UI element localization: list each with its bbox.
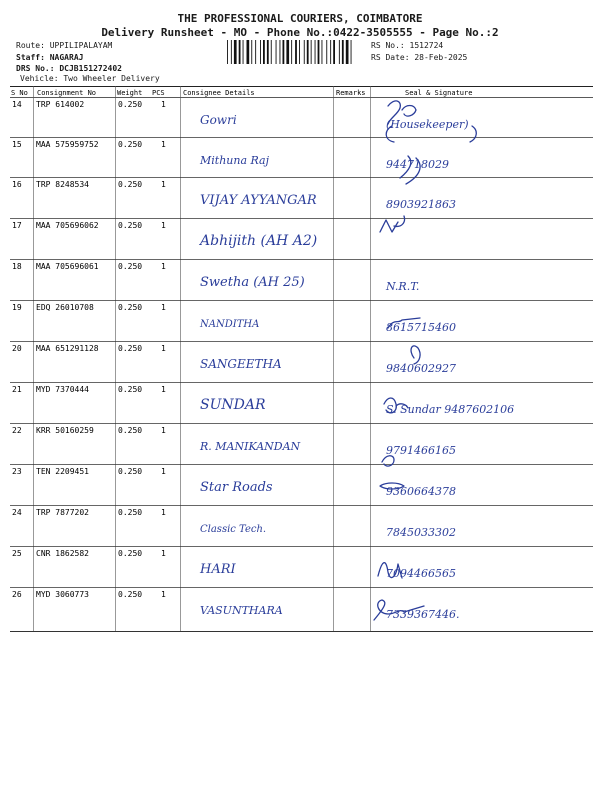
barcode-bar [243, 40, 244, 64]
consignee-name: R. MANIKANDAN [200, 440, 301, 453]
table-rows [10, 100, 593, 632]
weight-cell: 0.250 [118, 221, 143, 230]
sno-cell: 14 [12, 100, 22, 109]
sno-cell: 26 [12, 590, 22, 599]
sno-cell: 17 [12, 221, 22, 230]
consignment-cell: MYD 7370444 [36, 385, 89, 394]
consignee-name: Classic Tech. [200, 524, 267, 535]
weight-cell: 0.250 [118, 180, 143, 189]
weight-cell: 0.250 [118, 140, 143, 149]
consignment-cell: TRP 8248534 [36, 180, 89, 189]
table-row [10, 385, 593, 424]
signature-text: 8615715460 [386, 321, 456, 334]
pcs-cell: 1 [161, 303, 166, 312]
staff-label: Staff: [16, 53, 45, 62]
signature-text: 7845033302 [386, 526, 456, 539]
consignment-cell: MAA 705696061 [36, 262, 99, 271]
consignee-name: HARI [200, 562, 236, 577]
pcs-cell: 1 [161, 262, 166, 271]
sno-cell: 19 [12, 303, 22, 312]
signature-text: 9360664378 [386, 485, 456, 498]
table-row [10, 180, 593, 219]
weight-cell: 0.250 [118, 100, 143, 109]
col-header-sno: S No [11, 89, 28, 97]
col-header-consignment: Consignment No [37, 89, 97, 97]
signature-text: N.R.T. [386, 280, 420, 293]
barcode-bar [255, 40, 256, 64]
barcode-bar [227, 40, 228, 64]
barcode-bar [271, 40, 272, 64]
consignment-cell: MAA 651291128 [36, 344, 99, 353]
barcode-bar [276, 40, 277, 64]
signature-text: 9840602927 [386, 362, 456, 375]
consignment-cell: EDQ 26010708 [36, 303, 94, 312]
weight-cell: 0.250 [118, 590, 143, 599]
table-row [10, 344, 593, 383]
sno-cell: 22 [12, 426, 22, 435]
handwriting-overlay [374, 101, 476, 620]
table-row [10, 467, 593, 506]
signature-text: 9791466165 [386, 444, 456, 457]
sno-cell: 21 [12, 385, 22, 394]
consignment-cell: KRR 50160259 [36, 426, 94, 435]
weight-cell: 0.250 [118, 467, 143, 476]
rs-number: RS No.: 1512724 [371, 41, 444, 50]
barcode-bar [342, 40, 344, 64]
consignee-name: Swetha (AH 25) [200, 275, 305, 290]
barcode-bar [263, 40, 265, 64]
vehicle-text: Vehicle: Two Wheeler Delivery [20, 74, 160, 83]
sno-cell: 24 [12, 508, 22, 517]
drs-label: DRS No.: [16, 64, 55, 73]
barcode-bar [280, 40, 281, 64]
pcs-cell: 1 [161, 467, 166, 476]
table-header [11, 89, 472, 97]
consignment-cell: MYD 3060773 [36, 590, 89, 599]
runsheet-title: THE PROFESSIONAL COURIERS, COIMBATORE [177, 12, 423, 25]
pcs-cell: 1 [161, 180, 166, 189]
sno-cell: 18 [12, 262, 22, 271]
table-row [10, 100, 593, 138]
barcode-bar [234, 40, 237, 64]
consignee-name: Gowri [200, 113, 237, 127]
pcs-cell: 1 [161, 549, 166, 558]
pcs-cell: 1 [161, 100, 166, 109]
pcs-cell: 1 [161, 385, 166, 394]
signature-text: S. Sundar 9487602106 [386, 403, 515, 416]
weight-cell: 0.250 [118, 549, 143, 558]
table-row [10, 590, 593, 632]
runsheet-subtitle: Delivery Runsheet - MO - Phone No.:0422-3505555 - Page No.:2 [101, 26, 499, 39]
barcode-bar [322, 40, 323, 64]
table-row [10, 549, 593, 588]
signature-text: 944718029 [386, 158, 449, 171]
pcs-cell: 1 [161, 508, 166, 517]
barcode-bar [299, 40, 300, 64]
barcode-bar [286, 40, 289, 64]
sno-cell: 23 [12, 467, 22, 476]
barcode-bar [251, 40, 252, 64]
barcode-bar [239, 40, 241, 64]
consignment-cell: MAA 705696062 [36, 221, 99, 230]
barcode-bar [247, 40, 250, 64]
weight-cell: 0.250 [118, 303, 143, 312]
consignee-name: Mithuna Raj [200, 154, 270, 167]
barcode-bar [267, 40, 269, 64]
barcode-bar [330, 40, 331, 64]
barcode-bar [326, 40, 327, 64]
barcode-bar [231, 40, 232, 64]
drs-info [16, 64, 122, 73]
pcs-cell: 1 [161, 140, 166, 149]
barcode-bar [291, 40, 292, 64]
barcode-bar [260, 40, 261, 64]
table-row [10, 140, 593, 178]
signature-text: 7094466565 [386, 567, 456, 580]
route-text: Route: UPPILIPALAYAM [16, 41, 113, 50]
weight-cell: 0.250 [118, 508, 143, 517]
col-header-consignee: Consignee Details [183, 89, 255, 97]
barcode-bar [351, 40, 352, 64]
col-header-remarks: Remarks [336, 89, 366, 97]
signature-text: (Housekeeper) [386, 118, 469, 131]
barcode-bar [311, 40, 312, 64]
barcode-image [226, 40, 356, 64]
weight-cell: 0.250 [118, 262, 143, 271]
col-header-weight: Weight [117, 89, 143, 97]
barcode-bar [304, 40, 305, 64]
consignee-name: SUNDAR [200, 397, 266, 413]
drs-value: DCJB151272402 [59, 64, 122, 73]
signature-text: 8903921863 [386, 198, 456, 211]
sno-cell: 25 [12, 549, 22, 558]
table-row [10, 262, 593, 301]
consignee-name: VASUNTHARA [200, 604, 283, 617]
weight-cell: 0.250 [118, 426, 143, 435]
pcs-cell: 1 [161, 344, 166, 353]
barcode-bar [333, 40, 335, 64]
col-header-signature: Seal & Signature [405, 89, 473, 97]
pcs-cell: 1 [161, 590, 166, 599]
signature-text: 7339367446. [386, 608, 460, 621]
barcode-bar [283, 40, 285, 64]
consignee-name: Abhijith (AH A2) [200, 233, 318, 249]
table-row [10, 221, 593, 260]
table-row [10, 303, 593, 342]
consignee-name: SANGEETHA [200, 357, 282, 371]
barcode-bar [295, 40, 297, 64]
consignment-cell: TRP 614002 [36, 100, 85, 109]
staff-info [16, 53, 83, 62]
consignee-name: NANDITHA [200, 319, 260, 330]
consignment-cell: CNR 1862582 [36, 549, 89, 558]
pcs-cell: 1 [161, 426, 166, 435]
barcode-bar [346, 40, 349, 64]
runsheet-table [10, 86, 593, 632]
weight-cell: 0.250 [118, 344, 143, 353]
consignee-name: VIJAY AYYANGAR [200, 193, 317, 208]
table-row [10, 508, 593, 547]
sno-cell: 16 [12, 180, 22, 189]
col-header-pcs: PCS [152, 89, 165, 97]
barcode-bar [318, 40, 320, 64]
weight-cell: 0.250 [118, 385, 143, 394]
barcode-bar [339, 40, 340, 64]
consignee-name: Star Roads [200, 480, 273, 495]
sno-cell: 20 [12, 344, 22, 353]
sno-cell: 15 [12, 140, 22, 149]
consignment-cell: MAA 575959752 [36, 140, 99, 149]
pcs-cell: 1 [161, 221, 166, 230]
rs-date: RS Date: 28-Feb-2025 [371, 53, 468, 62]
barcode-bar [307, 40, 309, 64]
consignment-cell: TRP 7877202 [36, 508, 89, 517]
staff-value: NAGARAJ [49, 53, 84, 62]
barcode-bar [315, 40, 316, 64]
consignment-cell: TEN 2209451 [36, 467, 89, 476]
table-row [10, 426, 593, 465]
